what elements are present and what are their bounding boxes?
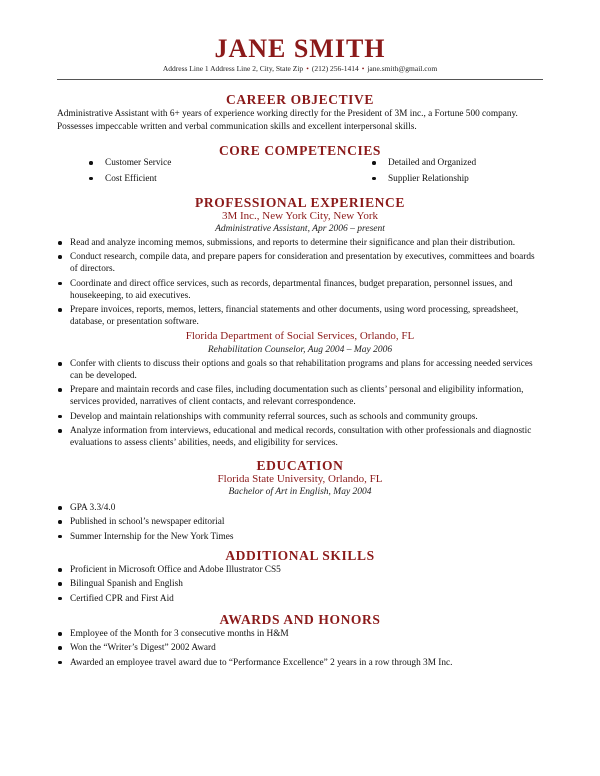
education-heading: EDUCATION: [256, 458, 344, 473]
phone: (212) 256-1414: [311, 64, 359, 73]
bullet-icon: [58, 282, 62, 286]
competencies-left-list: [88, 157, 171, 188]
bullet-icon: [58, 646, 62, 650]
bullet-icon: [372, 177, 376, 181]
separator-dot: •: [361, 64, 365, 73]
bullet-icon: [58, 661, 62, 665]
address: Address Line 1 Address Line 2, City, State Zip: [162, 64, 304, 73]
separator-dot: •: [306, 64, 309, 73]
list-item: Supplier Relationship: [371, 173, 476, 185]
list-item: Analyze information from interviews, educational and medical records, consultation with other professionals and diagnostic evaluations to assess clients’ abilities, needs, and eligibility for services.: [57, 425, 543, 449]
awards-bullets: [57, 628, 543, 671]
awards-heading: AWARDS AND HONORS: [219, 612, 381, 627]
list-item: Published in school’s newspaper editorial: [57, 516, 543, 528]
bullet-icon: [58, 241, 62, 245]
email: jane.smith@gmail.com: [367, 64, 438, 73]
bullet-icon: [58, 506, 62, 510]
objective-text: [57, 108, 547, 133]
bullet-icon: [58, 520, 62, 524]
job-role: Administrative Assistant, Apr 2006 – present: [215, 224, 385, 234]
list-item: Proficient in Microsoft Office and Adobe Illustrator CS5: [57, 564, 543, 576]
education-bullets: [57, 502, 543, 545]
bullet-icon: [58, 632, 62, 636]
list-item: Won the “Writer’s Digest” 2002 Award: [57, 642, 543, 654]
objective-heading: CAREER OBJECTIVE: [225, 92, 374, 107]
candidate-name: JANE SMITH: [214, 34, 386, 63]
job-bullets: [57, 237, 543, 331]
bullet-icon: [58, 429, 62, 433]
list-item: Read and analyze incoming memos, submissions, and reports to determine their significance and plan their distribution.: [57, 237, 543, 249]
list-item: Bilingual Spanish and English: [57, 578, 543, 590]
bullet-icon: [58, 568, 62, 572]
list-item: Detailed and Organized: [371, 157, 476, 169]
experience-heading: PROFESSIONAL EXPERIENCE: [195, 195, 405, 210]
bullet-icon: [58, 415, 62, 419]
bullet-icon: [89, 177, 93, 181]
job-organization: 3M Inc., New York City, New York: [221, 210, 379, 222]
list-item: Prepare invoices, reports, memos, letters, financial statements and other documents, using word processing, spreadsheet, database, or presentation software.: [57, 304, 543, 328]
objective-line: Administrative Assistant with 6+ years of experience working directly for the President of 3M inc., a Fortune 500 company.: [57, 109, 518, 119]
bullet-icon: [58, 308, 62, 312]
bullet-icon: [58, 597, 62, 601]
list-item: Summer Internship for the New York Times: [57, 531, 543, 543]
list-item: Certified CPR and First Aid: [57, 593, 543, 605]
skills-heading: ADDITIONAL SKILLS: [225, 548, 375, 563]
bullet-icon: [58, 255, 62, 259]
competencies-right-list: [371, 157, 476, 188]
list-item: Awarded an employee travel award due to “Performance Excellence” 2 years in a row through 3M Inc.: [57, 657, 543, 669]
list-item: Customer Service: [88, 157, 171, 169]
list-item: Conduct research, compile data, and prepare papers for consideration and presentation by executives, committees and boards of directors.: [57, 251, 543, 275]
list-item: Coordinate and direct office services, such as records, departmental finances, budget preparation, personnel issues, and housekeeping, to aid executives.: [57, 278, 543, 302]
skills-bullets: [57, 564, 543, 607]
header-divider: [57, 79, 543, 80]
list-item: Confer with clients to discuss their options and goals so that rehabilitation programs and plans for accessing needed services can be developed.: [57, 358, 543, 382]
bullet-icon: [58, 535, 62, 539]
competencies-heading: CORE COMPETENCIES: [218, 143, 382, 158]
education-degree: Bachelor of Art in English, May 2004: [228, 487, 372, 497]
objective-line: Possesses impeccable written and verbal communication skills and excellent interpersonal skills.: [57, 121, 417, 132]
job-organization: Florida Department of Social Services, Orlando, FL: [185, 330, 415, 342]
list-item: Develop and maintain relationships with community referral sources, such as schools and community groups.: [57, 411, 543, 423]
bullet-icon: [89, 161, 93, 165]
list-item: Employee of the Month for 3 consecutive months in H&M: [57, 628, 543, 640]
education-institution: Florida State University, Orlando, FL: [217, 473, 383, 485]
job-role: Rehabilitation Counselor, Aug 2004 – May 2006: [207, 345, 393, 355]
bullet-icon: [58, 582, 62, 586]
bullet-icon: [372, 161, 376, 165]
job-bullets: [57, 358, 543, 452]
bullet-icon: [58, 388, 62, 392]
list-item: Cost Efficient: [88, 173, 171, 185]
contact-line: [0, 64, 600, 74]
bullet-icon: [58, 362, 62, 366]
list-item: GPA 3.3/4.0: [57, 502, 543, 514]
list-item: Prepare and maintain records and case files, including documentation such as clients’ personal and eligibility information, services provided, narratives of client contacts, and relevant correspondence.: [57, 384, 543, 408]
